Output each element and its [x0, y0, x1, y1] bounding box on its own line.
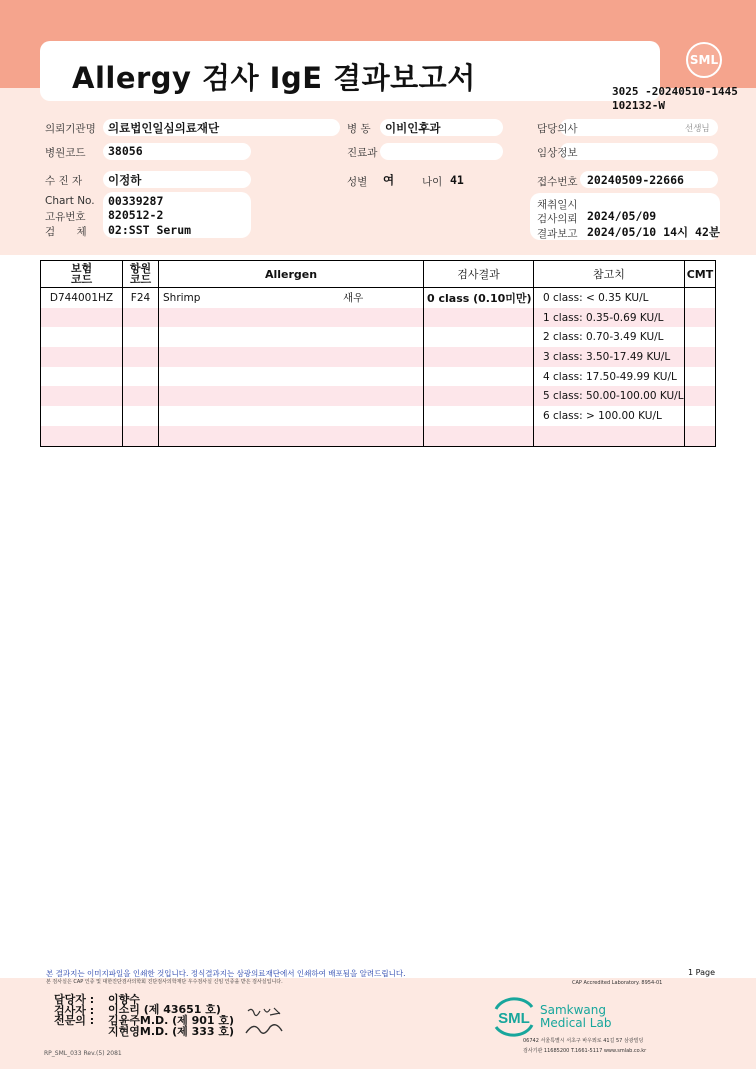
- reference-cell: 2 class: 0.70-3.49 KU/L: [534, 327, 685, 347]
- manager-value: 이향수: [108, 993, 140, 1006]
- manager-label: 담당자 :: [54, 993, 95, 1006]
- chart-value: 00339287: [108, 194, 164, 208]
- specimen-value: 02:SST Serum: [108, 223, 192, 237]
- item-code-header: 항원 코드: [123, 261, 159, 288]
- report-label: 결과보고: [537, 228, 578, 240]
- ins-code-header: 보험 코드: [41, 261, 123, 288]
- cap-notice: 본 검사실은 CAP 인증 및 대한진단검사의학회 진단검사의학재단 우수검사실 신임 인증을 받은 검사실입니다.: [46, 979, 283, 985]
- contact-line: 검사기관 11685200 T.1661-5117 www.smlab.co.kr: [523, 1048, 647, 1054]
- table-row: [41, 347, 716, 367]
- signature-image: [240, 1003, 292, 1039]
- result-header: 검사결과: [424, 261, 534, 288]
- reference-cell: 3 class: 3.50-17.49 KU/L: [534, 347, 685, 367]
- specimen-label: 검 체: [45, 226, 87, 238]
- reception-value: 20240509-22666: [587, 173, 684, 187]
- table-row: [41, 308, 716, 328]
- age-value: 41: [450, 173, 464, 187]
- request-date: 2024/05/09: [587, 209, 657, 223]
- table-row: [41, 367, 716, 387]
- cmt-cell: [685, 288, 716, 308]
- reference-cell: 6 class: > 100.00 KU/L: [534, 406, 685, 426]
- allergen-ko: 새우: [343, 292, 364, 304]
- table-row: [41, 288, 716, 308]
- company-logo-icon: [490, 995, 538, 1037]
- company-name: [540, 1004, 611, 1030]
- table-row: [41, 406, 716, 426]
- patient-value: 이정하: [108, 173, 142, 187]
- clinical-field: [560, 143, 718, 160]
- print-notice: 본 결과지는 이미지파일을 인쇄한 것입니다. 정식결과지는 삼광의료재단에서 인쇄하여 배포됨을 알려드립니다.: [46, 969, 406, 978]
- cap-accreditation: CAP Accredited Laboratory. 8954-01: [572, 980, 663, 986]
- sex-label: 성별: [347, 176, 368, 188]
- document-number: [612, 85, 738, 113]
- allergen-en: Shrimp: [163, 291, 201, 304]
- chart-label: Chart No.: [45, 195, 95, 207]
- specialist-1: 김윤주M.D. (제 901 호): [108, 1014, 235, 1027]
- specialist-label: 전문의 :: [54, 1014, 95, 1027]
- doctor-suffix: 선생님: [685, 124, 710, 134]
- reference-cell: 5 class: 50.00-100.00 KU/L: [534, 386, 685, 406]
- reference-header: 참고치: [534, 261, 685, 288]
- reception-label: 접수번호: [537, 176, 578, 188]
- item-code-cell: F24: [123, 288, 159, 308]
- tester-label: 검사자 :: [54, 1004, 95, 1017]
- table-row: [41, 327, 716, 347]
- doc-no-line2: 102132-W: [612, 99, 665, 112]
- allergen-cell: [159, 288, 424, 308]
- report-title: Allergy 검사 IgE 결과보고서: [72, 61, 476, 95]
- reference-cell: 0 class: < 0.35 KU/L: [534, 288, 685, 308]
- clinical-label: 임상정보: [537, 147, 578, 159]
- ins-code-cell: D744001HZ: [41, 288, 123, 308]
- patient-label: 수 진 자: [45, 175, 83, 187]
- age-label: 나이: [422, 176, 443, 188]
- company-name-line2: Medical Lab: [540, 1016, 612, 1030]
- ward-label: 병 동: [347, 123, 371, 135]
- result-cell: 0 class (0.10미만): [424, 288, 534, 308]
- table-row: [41, 386, 716, 406]
- table-header-row: [41, 261, 716, 288]
- company-address: [523, 1036, 646, 1056]
- hospital-code-label: 병원코드: [45, 147, 86, 159]
- ward-value: 이비인후과: [385, 121, 441, 135]
- sex-value: 여: [383, 173, 395, 187]
- company-logo-text: SML: [498, 1010, 530, 1027]
- company-name-line1: Samkwang: [540, 1003, 606, 1017]
- doc-no-line1: 3025 -20240510-1445: [612, 85, 738, 98]
- table-row: [41, 426, 716, 446]
- institution-label: 의뢰기관명: [45, 123, 96, 135]
- form-code: RP_SML_033 Rev.(5) 2081: [44, 1050, 122, 1057]
- request-label: 검사의뢰: [537, 213, 578, 225]
- allergen-header: Allergen: [159, 261, 424, 288]
- cmt-header: CMT: [685, 261, 716, 288]
- report-date: 2024/05/10 14시 42분: [587, 225, 720, 239]
- doctor-label: 담당의사: [537, 123, 578, 135]
- dept-field: [380, 143, 503, 160]
- sml-logo-icon: SML: [686, 42, 722, 78]
- id-value: 820512-2: [108, 208, 164, 222]
- hospital-code-value: 38056: [108, 144, 143, 158]
- specialist-2: 지현영M.D. (제 333 호): [108, 1025, 235, 1038]
- institution-value: 의료법인일심의료재단: [108, 121, 220, 135]
- id-label: 고유번호: [45, 211, 86, 223]
- address-line: 06742 서울특별시 서초구 바우뫼로 41길 57 삼광빌딩: [523, 1038, 644, 1044]
- page-number: 1 Page: [688, 968, 715, 977]
- reference-cell: 1 class: 0.35-0.69 KU/L: [534, 308, 685, 328]
- dept-label: 진료과: [347, 147, 378, 159]
- reference-cell: 4 class: 17.50-49.99 KU/L: [534, 367, 685, 387]
- result-table: [40, 260, 716, 447]
- tester-value: 이소리 (제 43651 호): [108, 1003, 221, 1016]
- collect-label: 채취일시: [537, 199, 578, 211]
